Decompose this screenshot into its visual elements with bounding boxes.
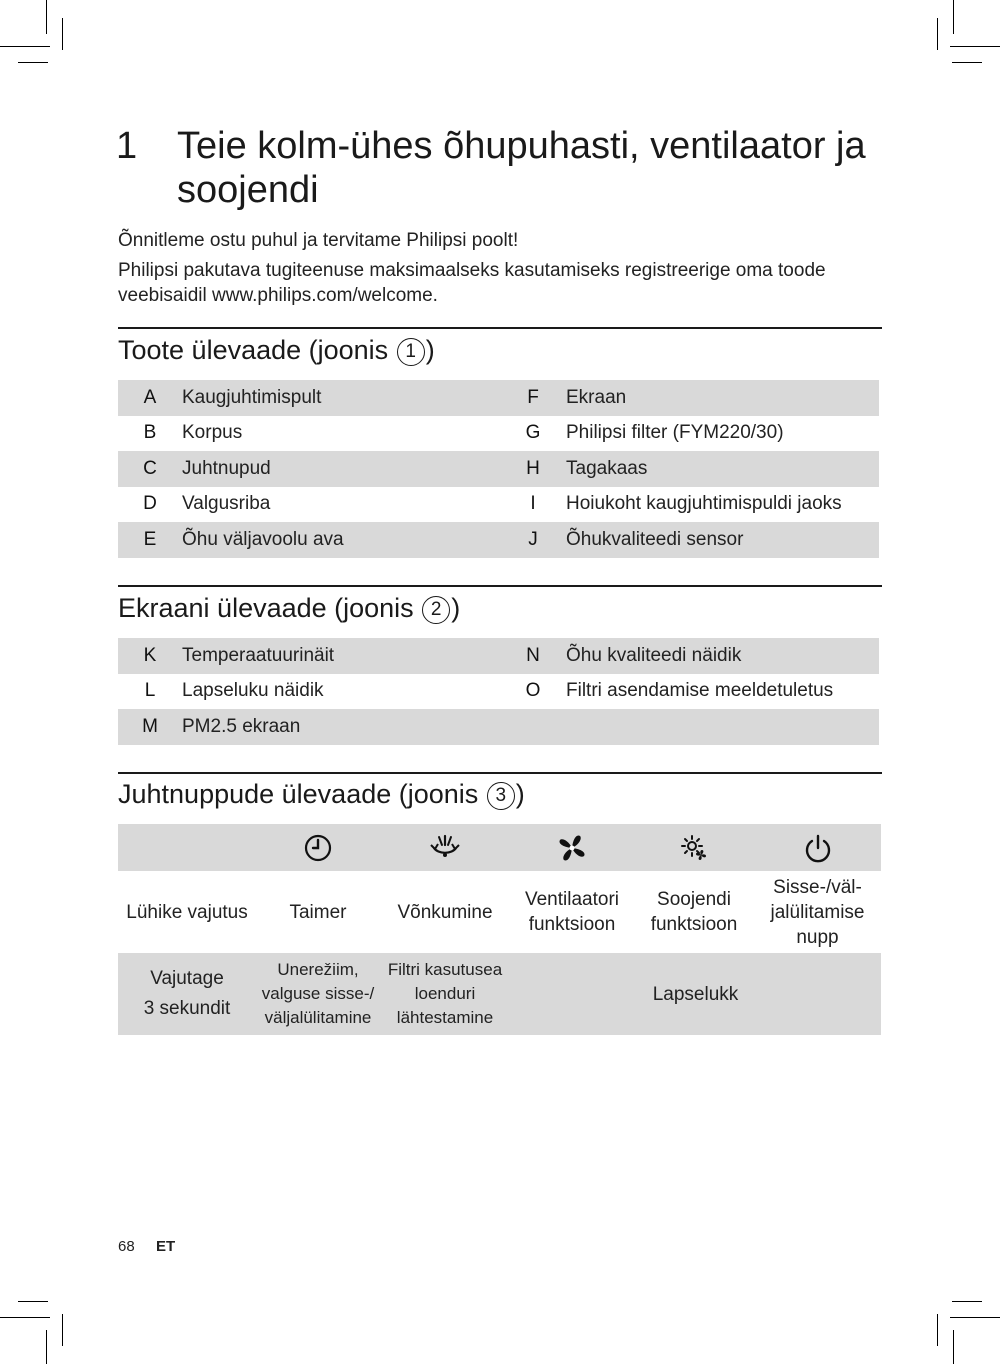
crop-mark	[953, 1330, 954, 1364]
display-parts-table	[118, 638, 879, 745]
product-parts-table	[118, 380, 879, 558]
crop-mark	[46, 0, 47, 34]
crop-mark	[18, 62, 48, 63]
table-row: E Õhu väljavoolu ava J Õhukvaliteedi sensor	[118, 522, 879, 558]
table-row: C Juhtnupud H Tagakaas	[118, 451, 879, 487]
crop-mark	[937, 1314, 938, 1346]
short-press-row	[118, 871, 881, 953]
product-overview-title: Toote ülevaade (joonis 1 )	[118, 335, 435, 365]
filter-reset-label: Filtri kasutusea loenduri lähtestamine	[380, 953, 510, 1035]
crop-mark	[950, 1317, 1000, 1318]
intro-paragraph-1: Õnnitleme ostu puhul ja tervitame Philipsi poolt!	[118, 230, 519, 251]
crop-mark	[952, 1301, 982, 1302]
chapter-title: Teie kolm-ühes õhupuhasti, ventilaator ja soojendi	[177, 125, 866, 211]
crop-mark	[950, 46, 1000, 47]
table-row: K Temperaatuurinäit N Õhu kvaliteedi näidik	[118, 638, 879, 674]
power-icon	[803, 833, 833, 863]
table-row: B Korpus G Philipsi filter (FYM220/30)	[143, 422, 784, 444]
timer-icon	[303, 833, 333, 863]
crop-mark	[46, 1330, 47, 1364]
oscillation-icon	[430, 833, 460, 863]
figure-number: 1	[397, 338, 425, 366]
table-row: M PM2.5 ekraan	[118, 709, 879, 745]
fan-icon	[557, 833, 587, 863]
table-row: L Lapseluku näidik O Filtri asendamise meeldetuletus	[144, 680, 834, 702]
section-rule	[118, 327, 882, 329]
crop-mark	[0, 1317, 50, 1318]
long-press-label: Vajutage 3 sekundit	[118, 953, 256, 1035]
crop-mark	[62, 1314, 63, 1346]
page-number: 68	[118, 1238, 135, 1255]
timer-label: Taimer	[289, 901, 347, 923]
intro-paragraph-2: Philipsi pakutava tugiteenuse maksimaalseks kasutamiseks registreerige oma toode veebisaidil www.philips.com/welcome.	[118, 260, 826, 306]
controls-overview-title: Juhtnuppude ülevaade (joonis 3 )	[118, 779, 525, 809]
table-row: A Kaugjuhtimispult F Ekraan	[118, 380, 879, 416]
controls-table	[118, 824, 881, 1035]
display-overview-title: Ekraani ülevaade (joonis 2 )	[118, 593, 461, 623]
fan-label: Ventilaatori funktsioon	[524, 889, 619, 935]
crop-mark	[953, 0, 954, 34]
language-code: ET	[156, 1238, 176, 1255]
long-press-row	[118, 953, 881, 1035]
section-rule	[118, 772, 882, 774]
table-row: D Valgusriba I Hoiukoht kaugjuhtimispuldi jaoks	[143, 493, 842, 515]
figure-number: 2	[422, 596, 450, 624]
sleep-mode-label: Unerežiim, valguse sisse-/ väljalülitamine	[256, 953, 380, 1035]
short-press-label: Lühike vajutus	[126, 901, 248, 923]
crop-mark	[937, 18, 938, 50]
crop-mark	[62, 18, 63, 50]
figure-number: 3	[487, 782, 515, 810]
heater-icon	[679, 833, 709, 863]
power-label: Sisse-/väl-jalülitamise nupp	[770, 876, 865, 948]
crop-mark	[952, 62, 982, 63]
chapter-number: 1	[116, 125, 138, 167]
child-lock-label: Lapselukk	[510, 953, 881, 1035]
crop-mark	[0, 46, 50, 47]
oscillation-label: Võnkumine	[397, 901, 493, 923]
icons-row	[118, 824, 881, 871]
section-rule	[118, 585, 882, 587]
heater-label: Soojendi funktsioon	[650, 889, 738, 935]
crop-mark	[18, 1301, 48, 1302]
